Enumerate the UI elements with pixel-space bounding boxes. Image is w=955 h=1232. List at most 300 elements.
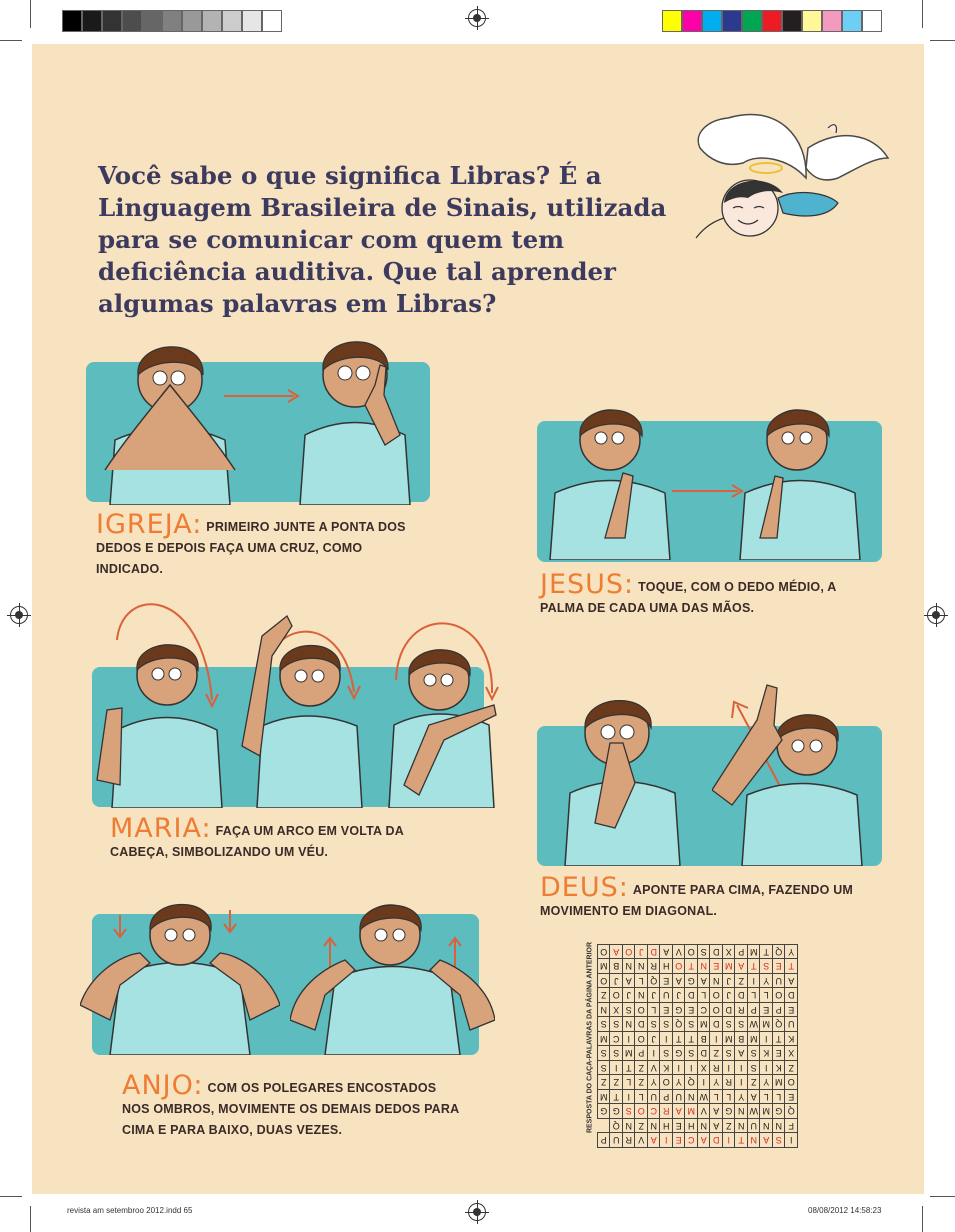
word-search-cell: G (723, 1104, 736, 1119)
word-search-cell: R (710, 1061, 723, 1076)
registration-swatch (62, 10, 82, 32)
word-search-cell: U (648, 1090, 661, 1105)
crop-mark (922, 1206, 923, 1232)
word-search-cell: S (748, 1046, 761, 1061)
word-search-cell: G (773, 1104, 786, 1119)
word-search-cell: O (685, 945, 698, 960)
registration-swatch (862, 10, 882, 32)
word-search-cell: H (685, 1119, 698, 1134)
word-search-cell: J (723, 988, 736, 1003)
registration-swatch (762, 10, 782, 32)
word-search-cell: Y (735, 1090, 748, 1105)
word-search-row (598, 1133, 798, 1148)
word-search-cell: L (760, 988, 773, 1003)
word-search-cell: S (648, 1017, 661, 1032)
word-search-cell: S (610, 1046, 623, 1061)
word-search-cell: P (598, 1133, 611, 1148)
word-search-cell: N (685, 1090, 698, 1105)
word-search-cell: Z (598, 988, 611, 1003)
word-search-cell: B (698, 1032, 711, 1047)
word-search-cell: S (685, 1046, 698, 1061)
word-search-cell: I (748, 974, 761, 989)
word-search-row (598, 1046, 798, 1061)
word-search-cell: Q (785, 1104, 798, 1119)
word-search-cell: I (760, 1061, 773, 1076)
word-search-cell: N (735, 1119, 748, 1134)
word-search-cell: M (760, 1104, 773, 1119)
word-search-cell: Z (598, 1075, 611, 1090)
word-search-cell: G (673, 1046, 686, 1061)
word-search-cell: O (635, 1032, 648, 1047)
word-search-cell: J (673, 988, 686, 1003)
word-search-cell: N (698, 959, 711, 974)
word-search-cell: Y (673, 1075, 686, 1090)
anjo-description: COM OS POLEGARES ENCOSTADOS NOS OMBROS, MOVIMENTE OS DEMAIS DEDOS PARA CIMA E PARA BAIXO, DUAS VEZES. (122, 1081, 459, 1137)
word-search-cell: M (598, 1032, 611, 1047)
deus-person-1 (555, 688, 690, 866)
registration-mark-icon (468, 1203, 486, 1221)
word-search-cell: U (660, 988, 673, 1003)
word-search-cell: N (635, 988, 648, 1003)
word-search-cell: L (698, 988, 711, 1003)
word-search-cell: L (635, 1090, 648, 1105)
word-search-cell: O (598, 945, 611, 960)
word-search-cell: Z (635, 1061, 648, 1076)
word-search-cell: I (735, 1075, 748, 1090)
anjo-word: ANJO: (122, 1070, 204, 1101)
word-search-cell: N (698, 1119, 711, 1134)
registration-swatch (262, 10, 282, 32)
word-search-row (598, 974, 798, 989)
word-search-row (598, 1061, 798, 1076)
word-search-cell: Z (723, 1119, 736, 1134)
registration-mark-icon (10, 606, 28, 624)
crop-mark (0, 40, 22, 41)
word-search-cell: O (610, 988, 623, 1003)
word-search-cell: G (685, 974, 698, 989)
word-search-cell: G (673, 1003, 686, 1018)
word-search-cell: D (723, 1003, 736, 1018)
word-search-cell: G (610, 1104, 623, 1119)
word-search-cell: L (748, 988, 761, 1003)
word-search-cell: A (760, 1133, 773, 1148)
word-search-cell: E (710, 959, 723, 974)
word-search-cell: S (623, 1003, 636, 1018)
word-search-cell: E (785, 1003, 798, 1018)
crop-mark (930, 40, 955, 41)
word-search-cell: M (773, 1075, 786, 1090)
word-search-cell: I (698, 1075, 711, 1090)
word-search-cell: C (610, 1032, 623, 1047)
word-search-cell: D (710, 1017, 723, 1032)
word-search-cell: A (785, 974, 798, 989)
word-search-cell: U (773, 974, 786, 989)
word-search-cell: O (623, 945, 636, 960)
word-search-cell: C (698, 1003, 711, 1018)
deus-person-2 (712, 680, 872, 866)
word-search-cell: J (610, 974, 623, 989)
registration-swatch (182, 10, 202, 32)
word-search-cell: I (723, 1061, 736, 1076)
word-search-cell: Y (785, 945, 798, 960)
maria-person-3 (384, 605, 504, 808)
word-search-cell: P (635, 1046, 648, 1061)
word-search-cell: T (685, 1032, 698, 1047)
word-search-cell: N (748, 1133, 761, 1148)
word-search-cell: W (748, 1017, 761, 1032)
maria-person-1 (92, 590, 232, 808)
word-search-cell: O (773, 988, 786, 1003)
word-search-cell: Q (610, 1119, 623, 1134)
word-search-cell: O (710, 1003, 723, 1018)
word-search-grid (597, 944, 798, 1148)
maria-label (110, 813, 460, 863)
igreja-label (96, 509, 426, 580)
word-search-cell: N (648, 1119, 661, 1134)
jesus-person-2 (735, 398, 875, 560)
word-search-cell: A (610, 945, 623, 960)
word-search-cell: S (698, 945, 711, 960)
registration-swatch (722, 10, 742, 32)
word-search-cell: S (598, 1017, 611, 1032)
word-search-cell: T (748, 959, 761, 974)
word-search-cell: Z (735, 974, 748, 989)
word-search-cell: S (735, 1017, 748, 1032)
word-search-cell: Z (748, 1075, 761, 1090)
word-search-row (598, 945, 798, 960)
deus-label (540, 872, 860, 922)
word-search-cell: Z (635, 1119, 648, 1134)
word-search-cell: O (710, 988, 723, 1003)
registration-swatch (242, 10, 262, 32)
registration-swatch (222, 10, 242, 32)
word-search-cell: I (673, 1061, 686, 1076)
word-search-cell: R (723, 1075, 736, 1090)
word-search-cell: I (685, 1061, 698, 1076)
crop-mark (930, 1196, 955, 1197)
word-search-cell: M (685, 1104, 698, 1119)
word-search-cell: A (660, 945, 673, 960)
word-search-row (598, 1075, 798, 1090)
word-search-cell: U (748, 1119, 761, 1134)
registration-swatch (122, 10, 142, 32)
word-search-cell: R (660, 1104, 673, 1119)
crop-mark (30, 0, 31, 28)
word-search-cell: A (710, 1104, 723, 1119)
word-search-cell: X (785, 1046, 798, 1061)
word-search-cell: M (698, 1017, 711, 1032)
word-search-cell: E (660, 1003, 673, 1018)
grayscale-registration-bar (62, 10, 282, 32)
word-search-caption: RESPOSTA DO CAÇA-PALAVRAS DA PÁGINA ANTERIOR (586, 941, 594, 1134)
word-search-cell: N (735, 1104, 748, 1119)
registration-swatch (782, 10, 802, 32)
word-search-cell: L (648, 1003, 661, 1018)
word-search-cell: S (723, 1017, 736, 1032)
word-search-cell: I (735, 1061, 748, 1076)
word-search-cell: E (773, 959, 786, 974)
word-search-cell: Q (773, 945, 786, 960)
word-search-cell: E (760, 1003, 773, 1018)
word-search-cell: S (685, 1017, 698, 1032)
word-search-cell: S (748, 1061, 761, 1076)
word-search-cell: Y (710, 1075, 723, 1090)
word-search-cell: J (623, 988, 636, 1003)
word-search-cell: A (710, 1119, 723, 1134)
word-search-cell: R (735, 1003, 748, 1018)
word-search-cell: Z (785, 1061, 798, 1076)
word-search-cell: M (723, 959, 736, 974)
word-search-cell: T (685, 959, 698, 974)
maria-word: MARIA: (110, 813, 212, 844)
registration-swatch (742, 10, 762, 32)
word-search-cell: E (673, 1133, 686, 1148)
word-search-cell: H (660, 1119, 673, 1134)
word-search-cell: S (610, 1017, 623, 1032)
word-search-cell: X (610, 1003, 623, 1018)
word-search-cell: J (723, 974, 736, 989)
word-search-cell: D (685, 988, 698, 1003)
word-search-cell: E (673, 1119, 686, 1134)
intro-text: Você sabe o que significa Libras? É a Linguagem Brasileira de Sinais, utilizada para se comunicar com quem tem deficiência auditiva. Que tal aprender algumas palavras em Libras? (98, 161, 667, 318)
maria-person-2 (232, 596, 367, 808)
word-search-row (598, 959, 798, 974)
word-search-cell: N (760, 1119, 773, 1134)
word-search-cell: M (748, 1032, 761, 1047)
word-search-cell: T (623, 1061, 636, 1076)
word-search-cell: X (698, 1061, 711, 1076)
word-search-cell: D (635, 1017, 648, 1032)
word-search-cell: U (610, 1133, 623, 1148)
word-search-cell: B (735, 1032, 748, 1047)
word-search-cell: A (648, 1133, 661, 1148)
crop-mark (30, 1206, 31, 1232)
word-search-cell: V (648, 1061, 661, 1076)
registration-swatch (162, 10, 182, 32)
word-search-cell: V (698, 1104, 711, 1119)
word-search-cell: O (660, 1075, 673, 1090)
word-search-cell: I (610, 1061, 623, 1076)
jesus-person-1 (545, 398, 675, 560)
word-search-cell: V (673, 945, 686, 960)
word-search-cell: R (648, 959, 661, 974)
word-search-cell: K (760, 1046, 773, 1061)
word-search-cell: S (598, 1046, 611, 1061)
word-search-cell: Y (760, 974, 773, 989)
igreja-person-1 (95, 330, 245, 505)
word-search-cell: T (610, 1090, 623, 1105)
word-search-cell: S (623, 1104, 636, 1119)
word-search-cell: E (785, 1090, 798, 1105)
word-search-cell: L (723, 1090, 736, 1105)
word-search-cell: X (723, 945, 736, 960)
registration-swatch (662, 10, 682, 32)
word-search-cell: L (760, 1090, 773, 1105)
word-search-cell: F (785, 1119, 798, 1134)
word-search-cell: T (785, 959, 798, 974)
word-search-cell: A (673, 1104, 686, 1119)
word-search-cell: I (623, 1032, 636, 1047)
footer-filename: revista am setembroo 2012.indd 65 (67, 1206, 193, 1215)
word-search-cell: O (673, 959, 686, 974)
word-search-cell: J (635, 945, 648, 960)
word-search-cell: O (785, 1075, 798, 1090)
registration-swatch (682, 10, 702, 32)
word-search-cell: A (735, 1046, 748, 1061)
word-search-cell: I (723, 1133, 736, 1148)
word-search-cell: N (623, 959, 636, 974)
word-search-cell: W (698, 1090, 711, 1105)
word-search-cell: Z (610, 1075, 623, 1090)
jesus-label (540, 569, 880, 619)
word-search-cell: E (685, 1003, 698, 1018)
word-search-cell: M (623, 1046, 636, 1061)
word-search-cell: S (760, 959, 773, 974)
word-search-cell: S (773, 1133, 786, 1148)
word-search-cell: L (623, 1075, 636, 1090)
word-search-cell: A (735, 959, 748, 974)
registration-swatch (802, 10, 822, 32)
word-search-cell: N (635, 959, 648, 974)
jesus-word: JESUS: (540, 569, 635, 600)
word-search-cell: M (748, 945, 761, 960)
word-search-cell: O (635, 1003, 648, 1018)
word-search-cell: I (785, 1133, 798, 1148)
word-search-cell: E (660, 974, 673, 989)
word-search-cell: N (710, 974, 723, 989)
word-search-cell: R (623, 1133, 636, 1148)
word-search-cell: Q (673, 1017, 686, 1032)
word-search-row (598, 1017, 798, 1032)
anjo-person-1 (80, 895, 280, 1055)
word-search-cell: H (660, 959, 673, 974)
word-search-row (598, 1032, 798, 1047)
word-search-cell: C (648, 1104, 661, 1119)
word-search-cell: A (698, 1133, 711, 1148)
word-search-cell: U (673, 1090, 686, 1105)
deus-description: APONTE PARA CIMA, FAZENDO UM MOVIMENTO EM DIAGONAL. (540, 883, 854, 918)
word-search-row (598, 1104, 798, 1119)
word-search-cell: M (598, 1090, 611, 1105)
registration-swatch (822, 10, 842, 32)
anjo-label (122, 1070, 462, 1141)
word-search-cell: K (773, 1061, 786, 1076)
footer-datetime: 08/08/2012 14:58:23 (808, 1206, 882, 1215)
color-registration-bar (662, 10, 882, 32)
word-search-cell: D (710, 945, 723, 960)
word-search-cell: L (635, 974, 648, 989)
word-search-cell: I (760, 1032, 773, 1047)
word-search-cell: N (623, 1017, 636, 1032)
word-search-cell: I (623, 1090, 636, 1105)
word-search-cell: M (598, 959, 611, 974)
word-search-cell: P (748, 1003, 761, 1018)
word-search-cell: S (660, 1046, 673, 1061)
registration-swatch (102, 10, 122, 32)
word-search-row (598, 1003, 798, 1018)
registration-mark-icon (927, 606, 945, 624)
word-search-cell: Y (648, 1075, 661, 1090)
word-search-cell: T (773, 1032, 786, 1047)
maria-description: FAÇA UM ARCO EM VOLTA DA CABEÇA, SIMBOLIZANDO UM VÉU. (110, 824, 404, 859)
word-search-cell: D (785, 988, 798, 1003)
jesus-description: TOQUE, COM O DEDO MÉDIO, A PALMA DE CADA UMA DAS MÃOS. (540, 580, 836, 615)
angel-illustration (688, 108, 898, 258)
word-search-cell: Z (710, 1046, 723, 1061)
word-search-cell: S (598, 1061, 611, 1076)
word-search-cell: D (648, 945, 661, 960)
word-search-cell: K (785, 1032, 798, 1047)
word-search-cell: J (648, 1032, 661, 1047)
word-search-cell: B (610, 959, 623, 974)
igreja-description: PRIMEIRO JUNTE A PONTA DOS DEDOS E DEPOIS FAÇA UMA CRUZ, COMO INDICADO. (96, 520, 406, 576)
word-search-cell: L (773, 1090, 786, 1105)
word-search-cell: N (623, 1119, 636, 1134)
word-search-cell: D (698, 1046, 711, 1061)
word-search-cell: Q (685, 1075, 698, 1090)
word-search-cell: Q (773, 1017, 786, 1032)
word-search-cell: U (785, 1017, 798, 1032)
word-search-row (598, 1090, 798, 1105)
word-search-cell: C (685, 1133, 698, 1148)
word-search-cell: M (760, 1017, 773, 1032)
word-search-cell: N (598, 1003, 611, 1018)
word-search-cell: V (635, 1133, 648, 1148)
word-search-cell: Y (760, 1075, 773, 1090)
word-search-cell: O (598, 974, 611, 989)
word-search-cell: M (723, 1032, 736, 1047)
word-search-cell: A (748, 1090, 761, 1105)
word-search-cell: I (648, 1046, 661, 1061)
word-search-cell: T (760, 945, 773, 960)
word-search-cell: O (635, 1104, 648, 1119)
word-search-cell: D (710, 1133, 723, 1148)
crop-mark (922, 0, 923, 28)
word-search-cell: Z (635, 1075, 648, 1090)
word-search-cell: A (623, 974, 636, 989)
word-search-cell: G (598, 1104, 611, 1119)
word-search-row (598, 1119, 798, 1134)
deus-word: DEUS: (540, 872, 629, 903)
word-search-cell: T (735, 1133, 748, 1148)
word-search-cell: I (660, 1133, 673, 1148)
word-search-cell: D (735, 988, 748, 1003)
igreja-word: IGREJA: (96, 509, 203, 540)
registration-swatch (202, 10, 222, 32)
word-search-row (598, 988, 798, 1003)
word-search-cell: W (748, 1104, 761, 1119)
word-search-cell: E (773, 1046, 786, 1061)
word-search-cell: A (698, 974, 711, 989)
word-search-cell: K (660, 1061, 673, 1076)
word-search-cell: P (773, 1003, 786, 1018)
igreja-person-2 (290, 325, 420, 505)
word-search-cell: L (710, 1090, 723, 1105)
word-search-cell: A (673, 974, 686, 989)
anjo-person-2 (290, 900, 495, 1055)
word-search-cell: S (660, 1017, 673, 1032)
registration-swatch (702, 10, 722, 32)
word-search-cell: I (660, 1032, 673, 1047)
word-search-cell: P (735, 945, 748, 960)
word-search-cell: P (660, 1090, 673, 1105)
registration-swatch (82, 10, 102, 32)
word-search-cell: T (673, 1032, 686, 1047)
crop-mark (0, 1196, 22, 1197)
registration-swatch (142, 10, 162, 32)
word-search-cell: I (710, 1032, 723, 1047)
registration-swatch (842, 10, 862, 32)
